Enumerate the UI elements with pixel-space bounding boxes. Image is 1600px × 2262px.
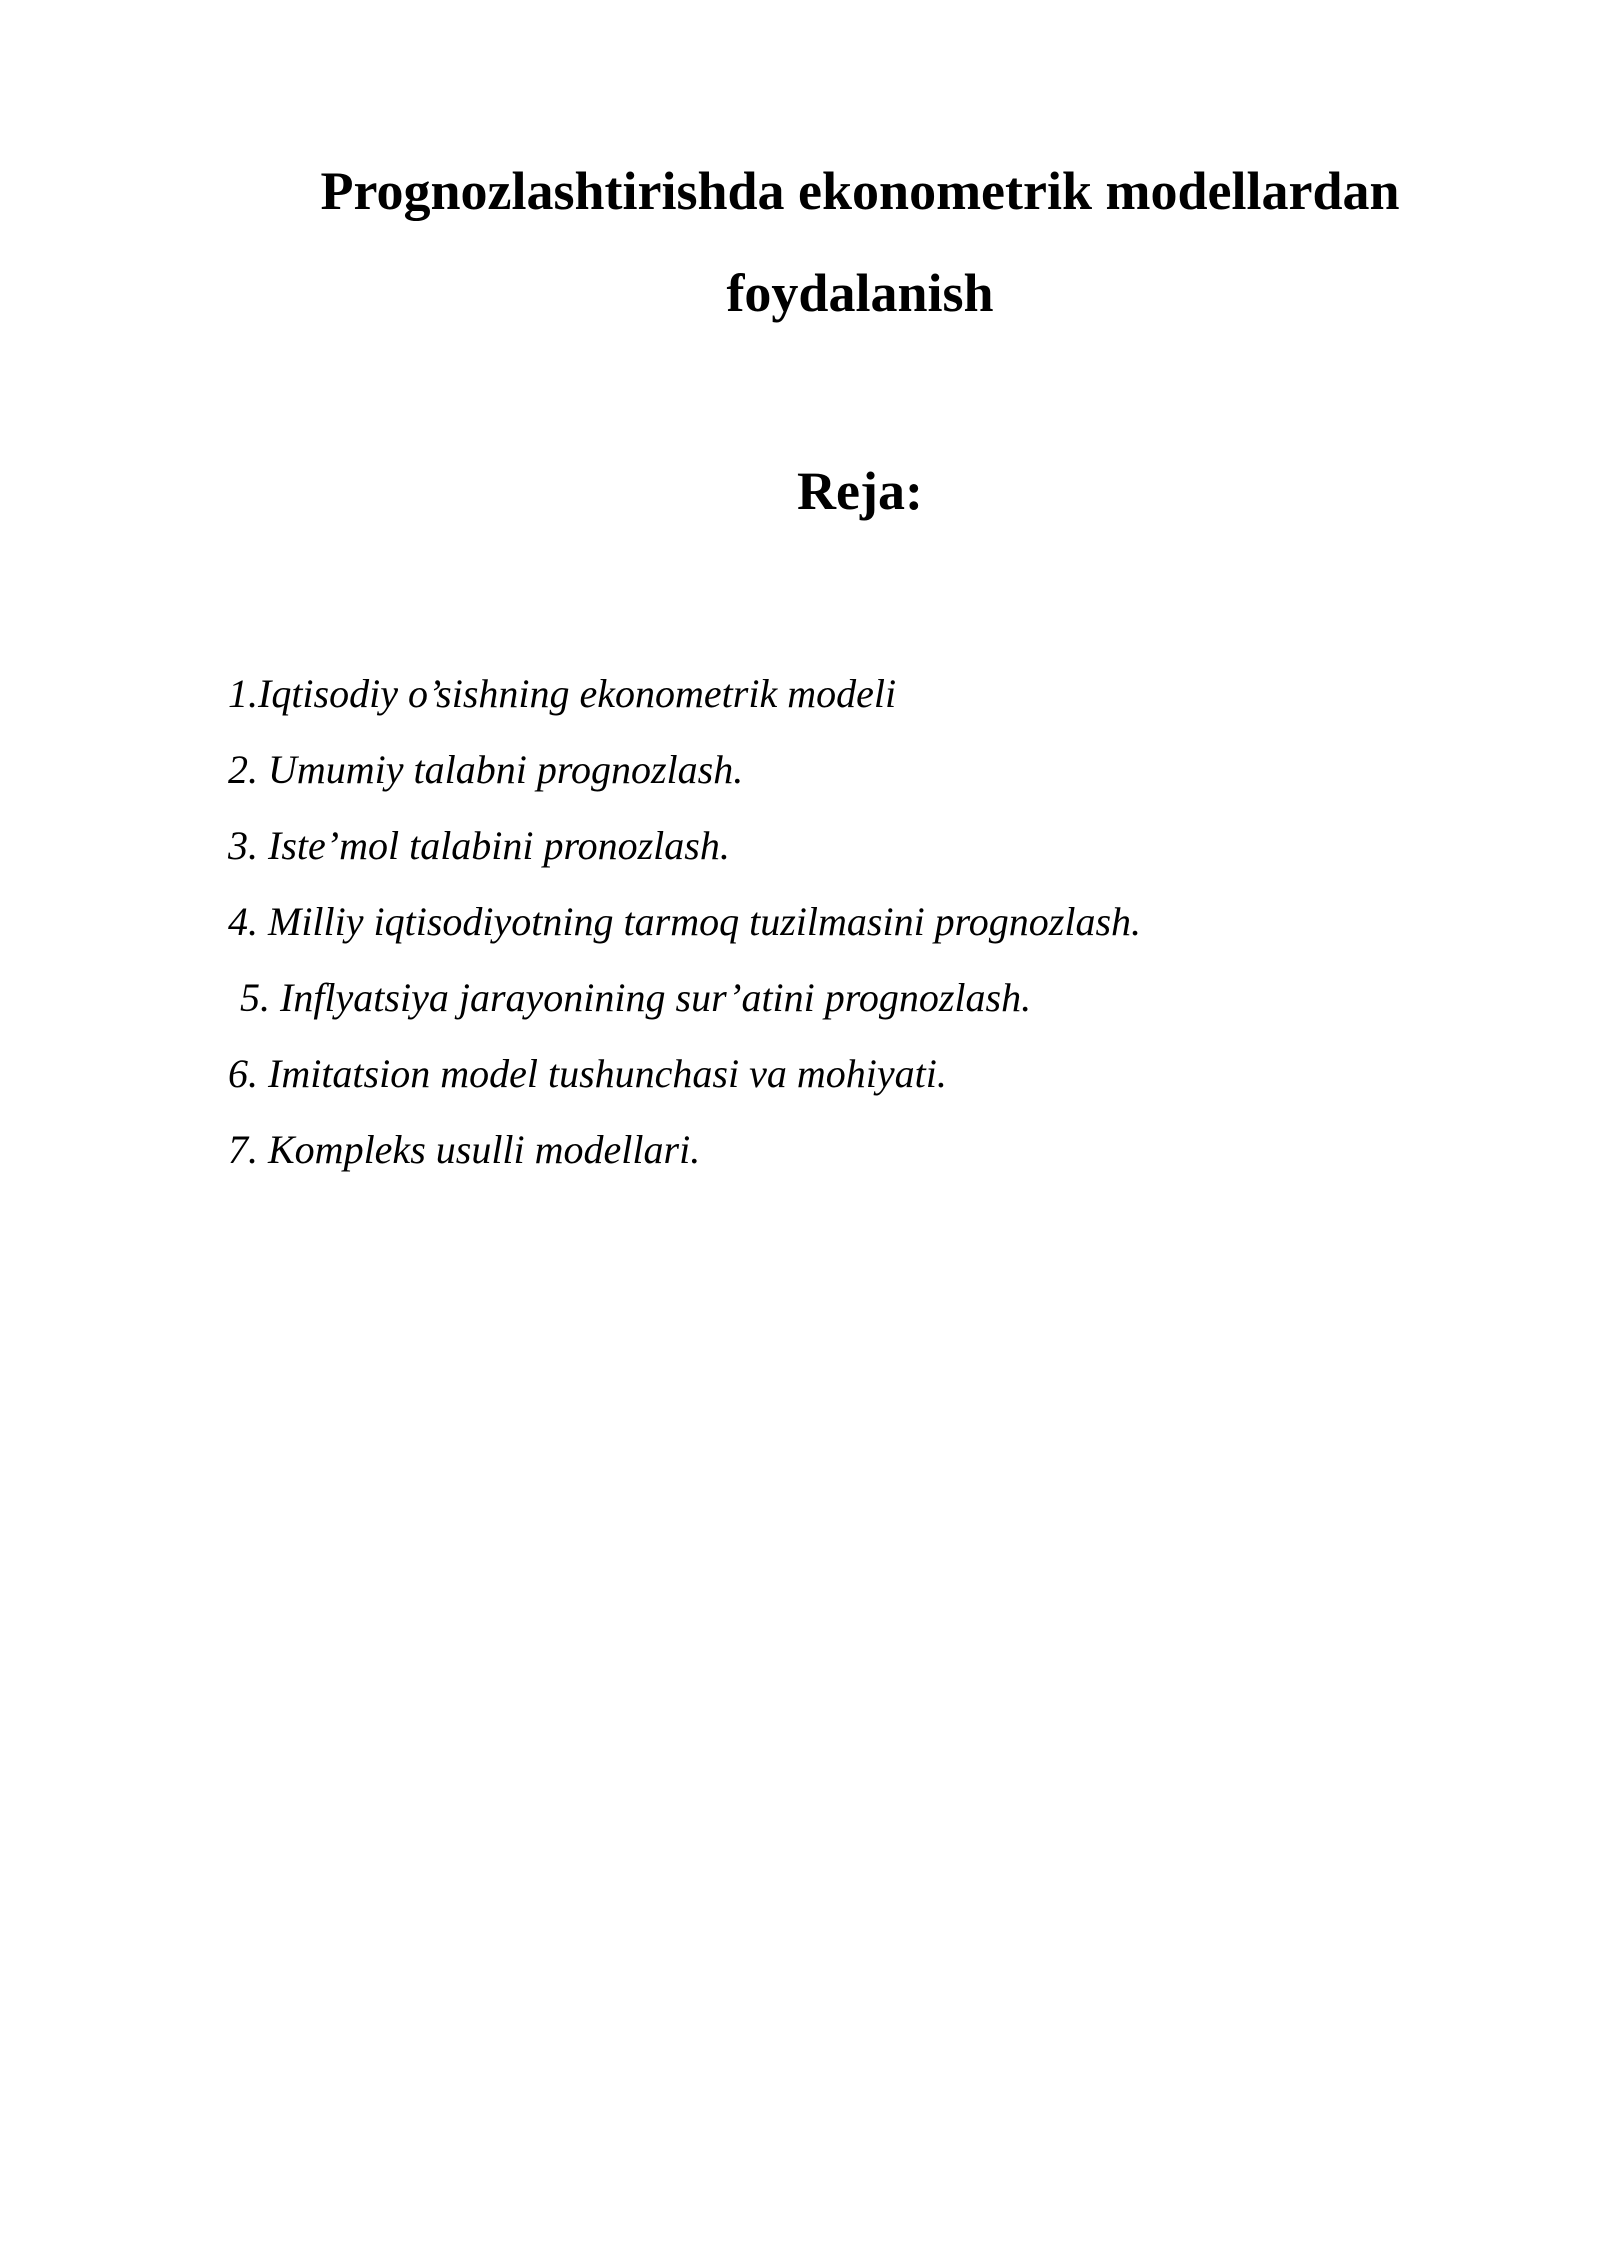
title-line-1: Prognozlashtirishda ekonometrik modellardan: [320, 161, 1400, 221]
plan-item: 3. Iste’mol talabini pronozlash.: [228, 823, 730, 868]
plan-item: 2. Umumiy talabni prognozlash.: [228, 747, 744, 792]
plan-item: 7. Kompleks usulli modellari.: [228, 1127, 701, 1172]
plan-list: [228, 656, 1428, 1188]
plan-item: 6. Imitatsion model tushunchasi va mohiyati.: [228, 1051, 947, 1096]
plan-item: 4. Milliy iqtisodiyotning tarmoq tuzilmasini prognozlash.: [228, 899, 1142, 944]
plan-item: 1.Iqtisodiy o’sishning ekonometrik modeli: [228, 671, 897, 716]
document-title: [230, 140, 1490, 344]
plan-item: 5. Inflyatsiya jarayonining sur’atini prognozlash.: [240, 975, 1032, 1020]
title-line-2: foydalanish: [726, 263, 994, 323]
plan-heading: Reja:: [797, 461, 923, 521]
